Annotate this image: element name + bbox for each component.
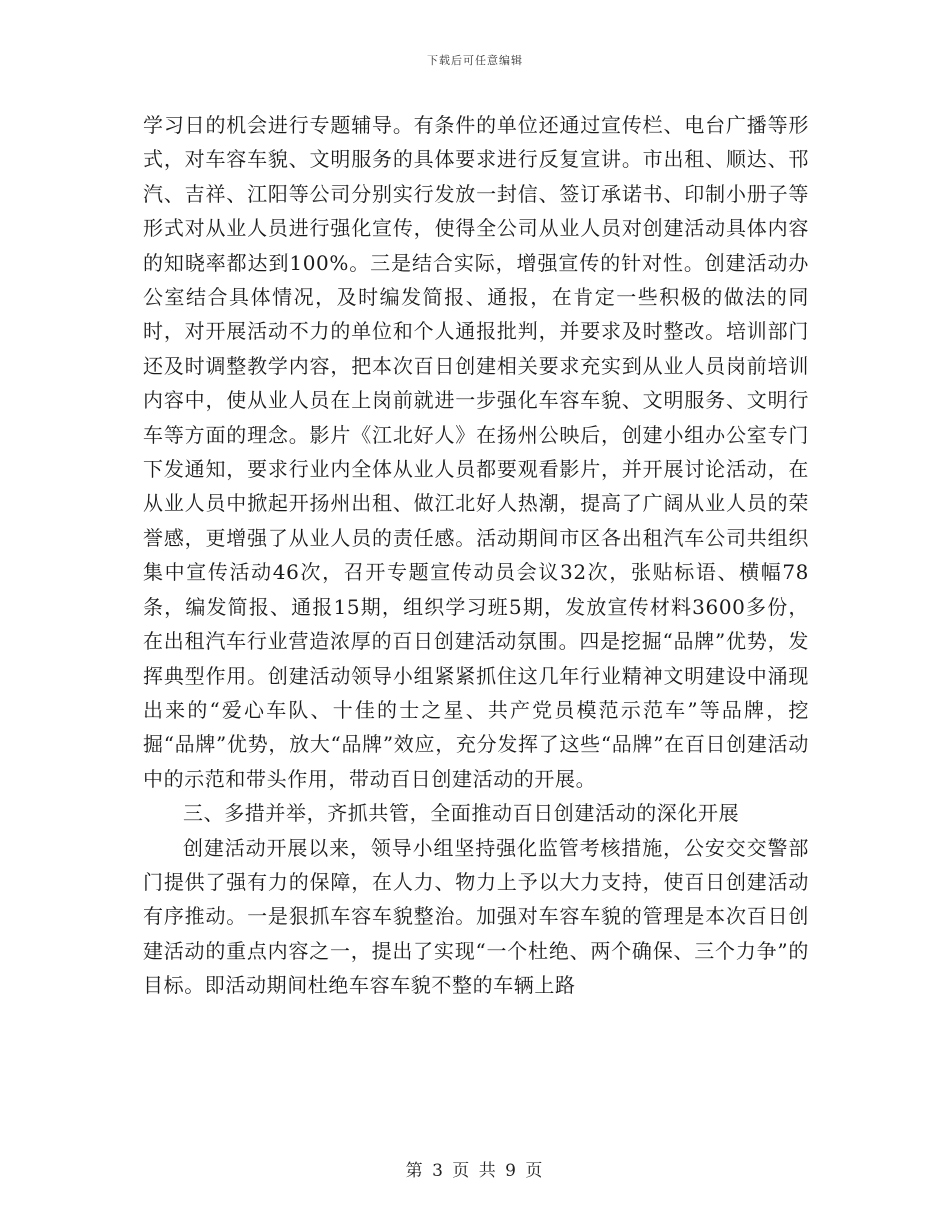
page-number: 第 3 页 共 9 页 — [405, 1161, 545, 1181]
page-header: 下载后可任意编辑 — [427, 54, 523, 67]
document-body — [143, 108, 809, 1003]
section-heading: 三、多措并举，齐抓共管，全面推动百日创建活动的深化开展 — [183, 801, 740, 826]
body-paragraph: 学习日的机会进行专题辅导。有条件的单位还通过宣传栏、电台广播等形式，对车容车貌、文明服务的具体要求进行反复宣讲。市出租、顺达、邗汽、吉祥、江阳等公司分别实行发放一封信、签订承诺书、印制小册子等形式对从业人员进行强化宣传，使得全公司从业人员对创建活动具体内容的知晓率都达到100%。三是结合实际，增强宣传的针对性。创建活动办公室结合具体情况，及时编发简报、通报，在肯定一些积极的做法的同时，对开展活动不力的单位和个人通报批判，并要求及时整改。培训部门还及时调整教学内容，把本次百日创建相关要求充实到从业人员岗前培训内容中，使从业人员在上岗前就进一步强化车容车貌、文明服务、文明行车等方面的理念。影片《江北好人》在扬州公映后，创建小组办公室专门下发通知，要求行业内全体从业人员都要观看影片，并开展讨论活动，在从业人员中掀起开扬州出租、做江北好人热潮，提高了广阔从业人员的荣誉感，更增强了从业人员的责任感。活动期间市区各出租汽车公司共组织集中宣传活动46次，召开专题宣传动员会议32次，张贴标语、横幅78条，编发简报、通报15期，组织学习班5期，发放宣传材料3600多份，在出租汽车行业营造浓厚的百日创建活动氛围。四是挖掘“品牌”优势，发挥典型作用。创建活动领导小组紧紧抓住这几年行业精神文明建设中涌现出来的“爱心车队、十佳的士之星、共产党员模范示范车”等品牌，挖掘“品牌”优势，放大“品牌”效应，充分发挥了这些“品牌”在百日创建活动中的示范和带头作用，带动百日创建活动的开展。 — [143, 113, 809, 791]
body-paragraph: 创建活动开展以来，领导小组坚持强化监管考核措施，公安交交警部门提供了强有力的保障，在人力、物力上予以大力支持，使百日创建活动有序推动。一是狠抓车容车貌整治。加强对车容车貌的管理是本次百日创建活动的重点内容之一，提出了实现“一个杜绝、两个确保、三个力争”的目标。即活动期间杜绝车容车貌不整的车辆上路 — [143, 835, 809, 998]
